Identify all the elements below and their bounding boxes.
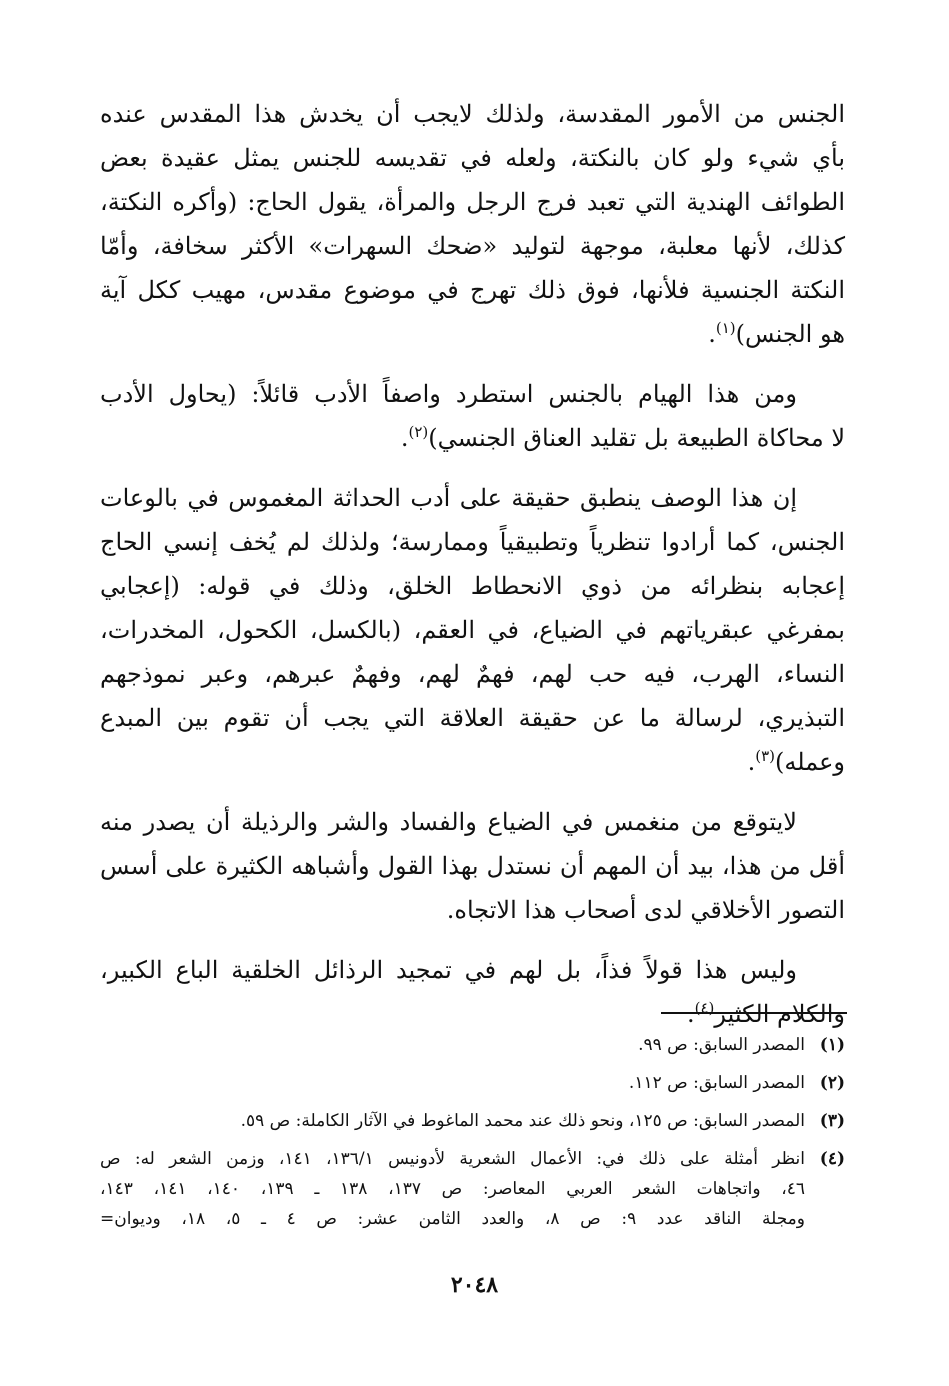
- paragraph-3: [100, 476, 845, 784]
- paragraph-2: [100, 372, 845, 460]
- text-line-last: لا محاكاة الطبيعة بل تقليد العناق الجنسي)$^{(٢)}$.: [400, 423, 845, 452]
- text-fragment: لا محاكاة الطبيعة بل تقليد العناق الجنسي): [428, 424, 845, 452]
- footnote-line: المصدر السابق: ص ٩٩.: [638, 1035, 805, 1055]
- footnote-ref: (٢): [408, 423, 429, 441]
- footnote-text: [100, 1144, 805, 1234]
- footnote-text: [100, 1030, 805, 1060]
- main-text: [100, 92, 845, 1052]
- text-fragment: وعمله): [775, 748, 845, 776]
- footnote-number: (٢): [819, 1073, 845, 1093]
- footnote-number: (١): [819, 1035, 845, 1055]
- footnote-text: [100, 1068, 805, 1098]
- footnotes: [100, 1030, 845, 1242]
- text-line-last: وعمله)$^{(٣)}$.: [747, 747, 845, 776]
- text-line-last: التصور الأخلاقي لدى أصحاب هذا الاتجاه.: [446, 896, 845, 924]
- footnote-line: المصدر السابق: ص ١٢٥، ونحو ذلك عند محمد الماغوط في الآثار الكاملة: ص ٥٩.: [240, 1111, 805, 1131]
- text-line: النساء، الهرب، فيه حب لهم، فهمٌ لهم، وفهمٌ عبرهم، وعبر نموذجهم: [100, 660, 845, 688]
- paragraph-4: [100, 800, 845, 932]
- footnote-number: (٤): [819, 1149, 845, 1169]
- text-line: الطوائف الهندية التي تعبد فرج الرجل والمرأة، يقول الحاج: (وأكره النكتة،: [100, 188, 845, 216]
- page-number: ٢٠٤٨: [450, 1272, 499, 1298]
- text-line: أقل من هذا، بيد أن المهم أن نستدل بهذا القول وأشباهه الكثيرة على أسس: [100, 852, 845, 880]
- text-line: ومن هذا الهيام بالجنس استطرد واصفاً الأدب قائلاً: (يحاول الأدب: [100, 380, 797, 408]
- footnote-line: ومجلة الناقد عدد ٩: ص ٨، والعدد الثامن عشر: ص ٤ ـ ٥، ١٨، وديوان=: [100, 1209, 805, 1229]
- paragraph-1: [100, 92, 845, 356]
- footnote-4: [100, 1144, 845, 1234]
- text-line-last: والكلام الكثير$^{(٤)}$.: [686, 999, 845, 1028]
- text-line: وليس هذا قولاً فذاً، بل لهم في تمجيد الرذائل الخلقية الباع الكبير،: [100, 956, 797, 984]
- footnote-3: [100, 1106, 845, 1136]
- footnote-number: (٣): [819, 1111, 845, 1131]
- footnote-text: [100, 1106, 805, 1136]
- footnote-1: [100, 1030, 845, 1060]
- paragraph-5: [100, 948, 845, 1036]
- text-line: بأي شيء ولو كان بالنكتة، ولعله في تقديسه للجنس يمثل عقيدة بعض: [100, 144, 846, 172]
- text-line: إعجابه بنظرائه من ذوي الانحطاط الخلق، وذلك في قوله: (إعجابي: [100, 572, 845, 600]
- footnote-2: [100, 1068, 845, 1098]
- text-line: الجنس من الأمور المقدسة، ولذلك لايجب أن يخدش هذا المقدس عنده: [100, 100, 845, 128]
- footnote-ref: (٤): [694, 999, 715, 1017]
- text-line: التبذيري، لرسالة ما عن حقيقة العلاقة التي يجب أن تقوم بين المبدع: [100, 704, 845, 732]
- text-line: كذلك، لأنها معلبة، موجهة لتوليد «ضحك السهرات» الأكثر سخافة، وأمّا: [100, 232, 845, 260]
- footnote-ref: (٣): [755, 747, 776, 765]
- footnote-separator: [661, 1012, 847, 1014]
- text-line: بمفرغي عبقرياتهم في الضياع، في العقم، (بالكسل، الكحول، المخدرات،: [100, 616, 845, 644]
- text-line: لايتوقع من منغمس في الضياع والفساد والشر والرذيلة أن يصدر منه: [100, 808, 797, 836]
- footnote-line: ٤٦، واتجاهات الشعر العربي المعاصر: ص ١٣٧، ١٣٨ ـ ١٣٩، ١٤٠، ١٤١، ١٤٣،: [100, 1179, 806, 1199]
- footnote-line: انظر أمثلة على ذلك في: الأعمال الشعرية لأدونيس ١٣٦/١، ١٤١، وزمن الشعر له: ص: [100, 1149, 806, 1169]
- footnote-line: المصدر السابق: ص ١١٢.: [628, 1073, 805, 1093]
- text-fragment: هو الجنس): [735, 320, 845, 348]
- text-line: النكتة الجنسية فلأنها، فوق ذلك تهرج في موضوع مقدس، مهيب ككل آية: [100, 276, 845, 304]
- text-line: الجنس، كما أرادوا تنظرياً وتطبيقياً وممارسة؛ ولذلك لم يُخف إنسي الحاج: [100, 528, 845, 556]
- text-fragment: والكلام الكثير: [714, 1000, 845, 1028]
- text-line-last: هو الجنس)$^{(١)}$.: [708, 319, 845, 348]
- footnote-ref: (١): [715, 319, 736, 337]
- text-line: إن هذا الوصف ينطبق حقيقة على أدب الحداثة المغموس في بالوعات: [100, 484, 797, 512]
